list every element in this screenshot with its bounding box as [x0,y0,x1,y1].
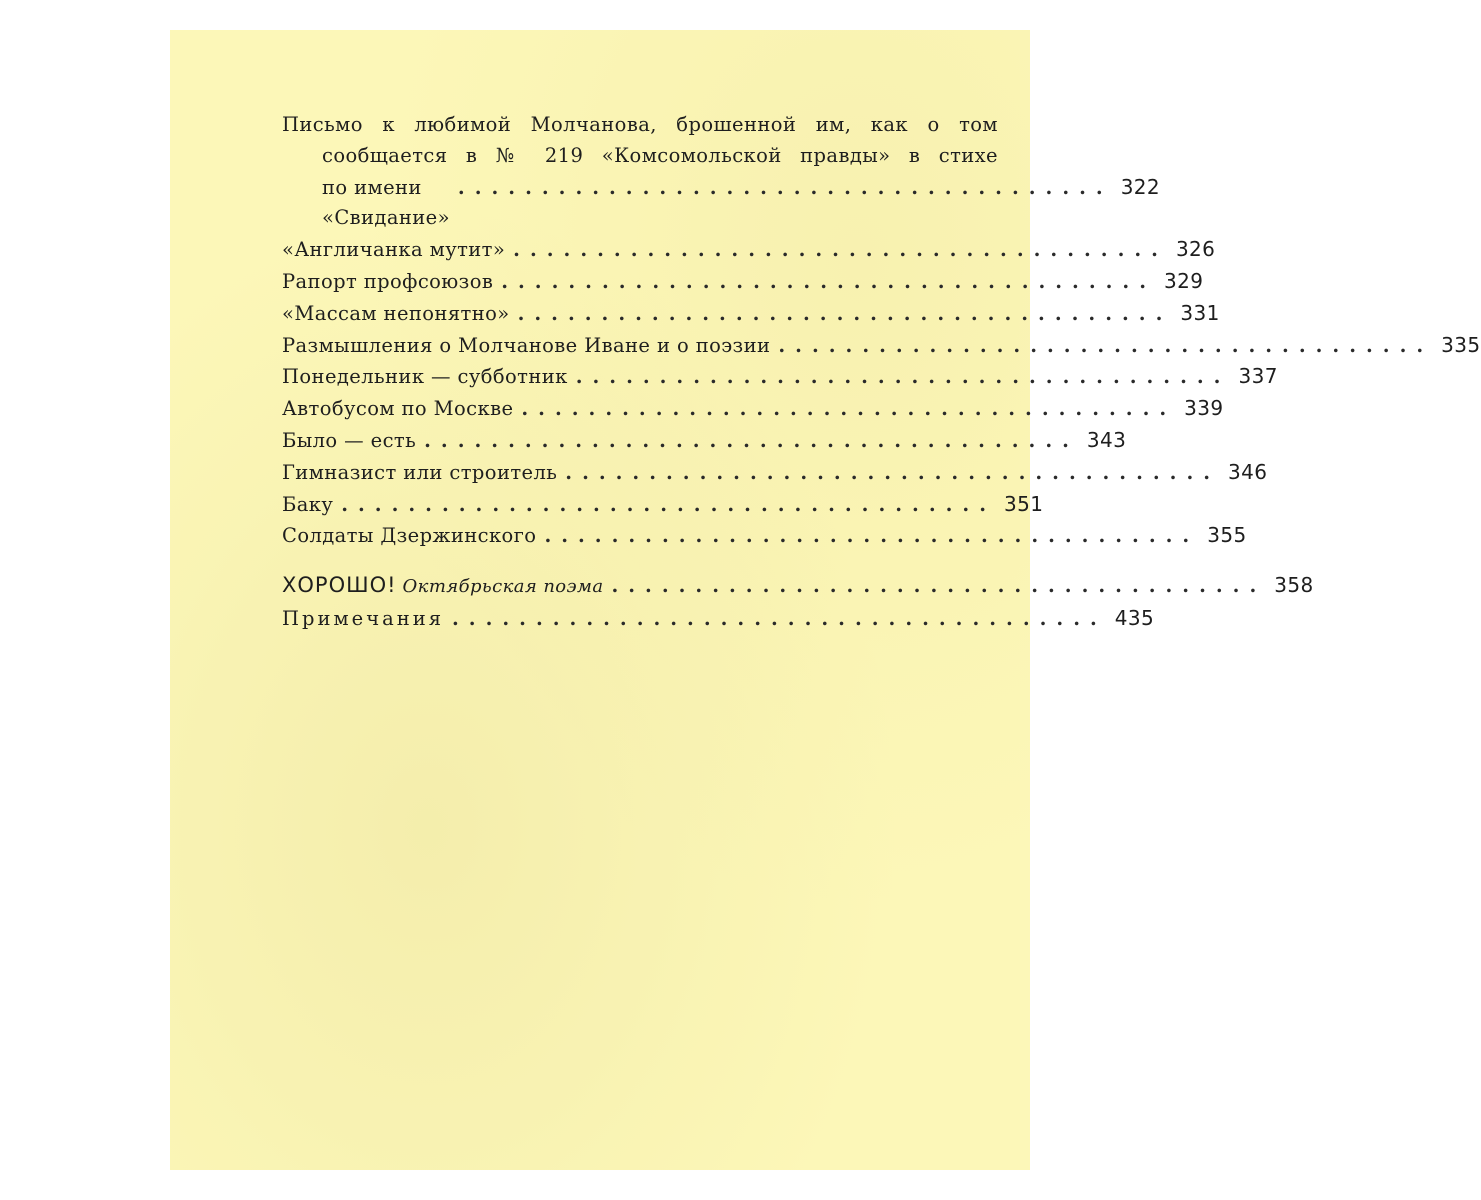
toc-page-number: 435 [1114,605,1155,630]
toc-entry [282,330,1481,362]
leader-dots: ....................................... [565,460,1221,484]
poem-title: ХОРОШО! [282,573,397,598]
toc-entry-title [282,570,603,603]
toc-entry-title: Солдаты Дзержинского [282,524,537,548]
toc-page-number: 331 [1180,300,1220,325]
toc-page-number: 343 [1086,427,1127,452]
leader-dots: ....................................... [544,524,1200,548]
toc-entry [282,489,1044,521]
toc-entry-title: по имени «Свидание» [322,175,450,230]
leader-dots: ....................................... [521,397,1177,421]
book-page [170,30,1481,1170]
toc-entry [282,266,1204,298]
toc-entry-line: сообщается в № 219 «Комсомольской правды» в стихе [322,143,998,167]
poem-subtitle: Октябрьская поэма [402,576,604,598]
toc-page-number: 335 [1441,332,1481,357]
toc-entry-poem [282,570,1314,603]
leader-dots: ....................................... [424,428,1079,452]
table-of-contents [282,110,1481,635]
toc-entry-title: «Массам непонятно» [282,301,510,325]
leader-dots: ....................................... [457,175,1113,199]
toc-entry [282,457,1268,489]
toc-entry [282,361,1278,393]
leader-dots: ....................................... [611,574,1267,598]
toc-page-number: 322 [1120,174,1161,199]
toc-entry-title: Гимназист или строитель [282,460,558,484]
toc-entry-title: Примечания [282,606,445,630]
toc-entry-line: Письмо к любимой Молчанова, брошенной им, как о том [282,113,998,136]
toc-page-number: 329 [1164,268,1204,293]
section-gap [282,552,998,570]
toc-page-number: 337 [1238,364,1278,389]
toc-entry-pismo [282,110,1161,234]
toc-page-number: 351 [1003,491,1044,516]
toc-entry-title: Понедельник — субботник [282,365,568,389]
toc-page-number: 355 [1207,523,1247,548]
toc-entry-notes [282,603,1155,635]
toc-entry-title: Автобусом по Москве [282,397,514,421]
toc-entry [282,425,1127,457]
leader-dots: ....................................... [575,365,1231,389]
toc-entry-title: Было — есть [282,428,417,452]
toc-page-number: 346 [1228,459,1268,484]
toc-entry [282,393,1224,425]
toc-entry-line [282,172,1161,235]
toc-entry-title: Рапорт профсоюзов [282,269,494,293]
toc-entry [282,234,1216,266]
leader-dots: ....................................... [452,606,1107,630]
leader-dots: ....................................... [778,333,1434,357]
leader-dots: ....................................... [501,269,1156,293]
toc-page-number: 358 [1274,573,1314,598]
toc-entry-title: «Англичанка мутит» [282,238,506,262]
toc-entry [282,298,1220,330]
toc-entry-title: Баку [282,492,334,516]
toc-entry [282,520,1247,552]
leader-dots: ....................................... [513,238,1168,262]
toc-page-number: 339 [1184,396,1224,421]
toc-entry-title: Размышления о Молчанове Иване и о поэзии [282,333,771,357]
toc-page-number: 326 [1175,237,1216,262]
leader-dots: ....................................... [341,492,996,516]
leader-dots: ....................................... [517,301,1173,325]
